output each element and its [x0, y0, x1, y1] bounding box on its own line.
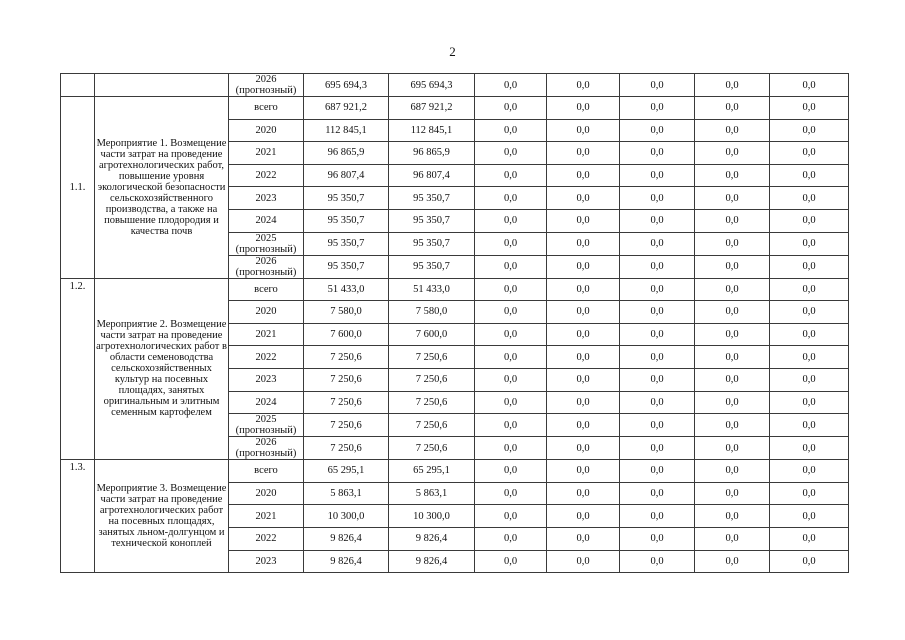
value-cell: 0,0: [695, 527, 770, 550]
value-cell: 0,0: [695, 301, 770, 324]
total-value-cell: 95 350,7: [304, 255, 389, 278]
value-cell: 0,0: [620, 278, 695, 301]
value-cell: 9 826,4: [389, 527, 475, 550]
value-cell: 0,0: [475, 187, 547, 210]
value-cell: 0,0: [620, 209, 695, 232]
value-cell: 0,0: [620, 142, 695, 165]
total-value-cell: 112 845,1: [304, 119, 389, 142]
value-cell: 0,0: [770, 550, 849, 573]
value-cell: 0,0: [695, 346, 770, 369]
value-cell: 0,0: [475, 346, 547, 369]
value-cell: 0,0: [547, 527, 620, 550]
value-cell: 95 350,7: [389, 187, 475, 210]
value-cell: 0,0: [620, 391, 695, 414]
value-cell: 0,0: [547, 74, 620, 97]
value-cell: 0,0: [547, 323, 620, 346]
year-cell: 2025 (прогнозный): [229, 414, 304, 437]
value-cell: 0,0: [620, 74, 695, 97]
measure-code-cell: 1.3.: [61, 460, 95, 573]
year-cell: 2022: [229, 164, 304, 187]
value-cell: 0,0: [547, 232, 620, 255]
measure-code-cell: 1.2.: [61, 278, 95, 460]
total-value-cell: 95 350,7: [304, 187, 389, 210]
value-cell: 0,0: [770, 255, 849, 278]
value-cell: 0,0: [770, 119, 849, 142]
total-value-cell: 9 826,4: [304, 550, 389, 573]
value-cell: 0,0: [547, 437, 620, 460]
value-cell: 0,0: [695, 255, 770, 278]
value-cell: 7 250,6: [389, 414, 475, 437]
value-cell: 0,0: [620, 255, 695, 278]
value-cell: 0,0: [547, 550, 620, 573]
value-cell: 0,0: [620, 505, 695, 528]
value-cell: 0,0: [620, 482, 695, 505]
value-cell: 0,0: [547, 119, 620, 142]
value-cell: 0,0: [770, 482, 849, 505]
empty-code-cell: [61, 74, 95, 97]
value-cell: 0,0: [695, 209, 770, 232]
total-value-cell: 95 350,7: [304, 209, 389, 232]
value-cell: 0,0: [475, 550, 547, 573]
total-value-cell: 96 807,4: [304, 164, 389, 187]
value-cell: 0,0: [770, 346, 849, 369]
value-cell: 0,0: [770, 278, 849, 301]
value-cell: 7 250,6: [389, 437, 475, 460]
value-cell: 95 350,7: [389, 255, 475, 278]
year-cell: 2020: [229, 482, 304, 505]
year-cell: всего: [229, 278, 304, 301]
total-value-cell: 687 921,2: [304, 97, 389, 120]
year-cell: 2023: [229, 550, 304, 573]
table-row: [61, 97, 849, 120]
budget-table: [60, 73, 849, 573]
value-cell: 0,0: [547, 346, 620, 369]
value-cell: 5 863,1: [389, 482, 475, 505]
value-cell: 0,0: [770, 301, 849, 324]
value-cell: 7 250,6: [389, 391, 475, 414]
total-value-cell: 51 433,0: [304, 278, 389, 301]
budget-table-body: [61, 74, 849, 573]
year-cell: 2020: [229, 119, 304, 142]
value-cell: 0,0: [547, 278, 620, 301]
value-cell: 0,0: [547, 505, 620, 528]
measure-title-cell: Мероприятие 3. Возмещение части затрат на проведение агротехнологических работ на посевных площадях, занятых льном-долгунцом и технической коноплей: [95, 460, 229, 573]
value-cell: 0,0: [620, 550, 695, 573]
total-value-cell: 7 250,6: [304, 368, 389, 391]
value-cell: 0,0: [695, 119, 770, 142]
value-cell: 0,0: [770, 460, 849, 483]
value-cell: 0,0: [547, 187, 620, 210]
table-row: [61, 74, 849, 97]
value-cell: 0,0: [547, 255, 620, 278]
year-cell: 2024: [229, 391, 304, 414]
value-cell: 7 580,0: [389, 301, 475, 324]
value-cell: 0,0: [547, 482, 620, 505]
year-cell: 2020: [229, 301, 304, 324]
value-cell: 0,0: [695, 142, 770, 165]
value-cell: 0,0: [547, 391, 620, 414]
value-cell: 112 845,1: [389, 119, 475, 142]
total-value-cell: 5 863,1: [304, 482, 389, 505]
value-cell: 0,0: [620, 119, 695, 142]
value-cell: 0,0: [547, 142, 620, 165]
value-cell: 0,0: [620, 164, 695, 187]
value-cell: 0,0: [620, 301, 695, 324]
value-cell: 0,0: [475, 323, 547, 346]
value-cell: 0,0: [547, 97, 620, 120]
year-cell: 2026 (прогнозный): [229, 437, 304, 460]
total-value-cell: 695 694,3: [304, 74, 389, 97]
value-cell: 0,0: [695, 550, 770, 573]
value-cell: 0,0: [770, 164, 849, 187]
year-cell: 2026 (прогнозный): [229, 255, 304, 278]
value-cell: 0,0: [695, 482, 770, 505]
value-cell: 0,0: [770, 232, 849, 255]
value-cell: 0,0: [475, 527, 547, 550]
value-cell: 687 921,2: [389, 97, 475, 120]
value-cell: 96 865,9: [389, 142, 475, 165]
total-value-cell: 7 600,0: [304, 323, 389, 346]
value-cell: 0,0: [695, 391, 770, 414]
value-cell: 0,0: [620, 187, 695, 210]
total-value-cell: 95 350,7: [304, 232, 389, 255]
value-cell: 0,0: [475, 209, 547, 232]
value-cell: 0,0: [475, 97, 547, 120]
value-cell: 0,0: [475, 255, 547, 278]
value-cell: 10 300,0: [389, 505, 475, 528]
value-cell: 0,0: [770, 97, 849, 120]
value-cell: 0,0: [770, 368, 849, 391]
value-cell: 0,0: [475, 232, 547, 255]
total-value-cell: 7 250,6: [304, 391, 389, 414]
value-cell: 0,0: [770, 414, 849, 437]
value-cell: 0,0: [475, 74, 547, 97]
measure-title-cell: Мероприятие 2. Возмещение части затрат на проведение агротехнологических работ в области семеноводства сельскохозяйственных культур на посевных площадях, занятых оригинальным и элитным семенным картофелем: [95, 278, 229, 460]
total-value-cell: 96 865,9: [304, 142, 389, 165]
value-cell: 0,0: [695, 232, 770, 255]
value-cell: 95 350,7: [389, 232, 475, 255]
page-number: 2: [449, 44, 456, 59]
value-cell: 0,0: [695, 368, 770, 391]
value-cell: 0,0: [620, 368, 695, 391]
year-cell: 2022: [229, 346, 304, 369]
total-value-cell: 7 250,6: [304, 437, 389, 460]
year-cell: 2025 (прогнозный): [229, 232, 304, 255]
value-cell: 96 807,4: [389, 164, 475, 187]
value-cell: 0,0: [475, 278, 547, 301]
year-cell: 2023: [229, 187, 304, 210]
value-cell: 0,0: [547, 414, 620, 437]
value-cell: 0,0: [475, 142, 547, 165]
value-cell: 0,0: [620, 414, 695, 437]
value-cell: 0,0: [695, 505, 770, 528]
total-value-cell: 10 300,0: [304, 505, 389, 528]
value-cell: 0,0: [475, 301, 547, 324]
value-cell: 0,0: [695, 74, 770, 97]
value-cell: 0,0: [547, 209, 620, 232]
value-cell: 0,0: [475, 460, 547, 483]
total-value-cell: 7 250,6: [304, 346, 389, 369]
total-value-cell: 65 295,1: [304, 460, 389, 483]
value-cell: 0,0: [547, 301, 620, 324]
value-cell: 0,0: [620, 346, 695, 369]
year-cell: 2021: [229, 142, 304, 165]
total-value-cell: 7 580,0: [304, 301, 389, 324]
value-cell: 0,0: [770, 142, 849, 165]
value-cell: 0,0: [770, 323, 849, 346]
total-value-cell: 9 826,4: [304, 527, 389, 550]
value-cell: 0,0: [620, 527, 695, 550]
year-cell: всего: [229, 460, 304, 483]
measure-code-cell: 1.1.: [61, 97, 95, 279]
value-cell: 0,0: [770, 527, 849, 550]
year-cell: 2026 (прогнозный): [229, 74, 304, 97]
value-cell: 0,0: [475, 482, 547, 505]
value-cell: 0,0: [475, 437, 547, 460]
value-cell: 51 433,0: [389, 278, 475, 301]
value-cell: 0,0: [695, 97, 770, 120]
measure-title-cell: Мероприятие 1. Возмещение части затрат на проведение агротехнологических работ, повышение уровня экологической безопасности сельскохозяйственного производства, а также на повышение плодородия и качества почв: [95, 97, 229, 279]
value-cell: 0,0: [695, 414, 770, 437]
value-cell: 0,0: [620, 460, 695, 483]
value-cell: 0,0: [475, 368, 547, 391]
value-cell: 0,0: [695, 164, 770, 187]
value-cell: 0,0: [770, 74, 849, 97]
value-cell: 0,0: [547, 164, 620, 187]
value-cell: 65 295,1: [389, 460, 475, 483]
value-cell: 7 250,6: [389, 368, 475, 391]
value-cell: 0,0: [695, 187, 770, 210]
value-cell: 7 250,6: [389, 346, 475, 369]
table-row: [61, 460, 849, 483]
value-cell: 0,0: [620, 323, 695, 346]
value-cell: 0,0: [620, 232, 695, 255]
value-cell: 0,0: [475, 119, 547, 142]
value-cell: 0,0: [770, 391, 849, 414]
value-cell: 0,0: [695, 323, 770, 346]
value-cell: 0,0: [770, 209, 849, 232]
year-cell: 2021: [229, 323, 304, 346]
value-cell: 0,0: [547, 368, 620, 391]
year-cell: 2024: [229, 209, 304, 232]
value-cell: 0,0: [620, 437, 695, 460]
value-cell: 695 694,3: [389, 74, 475, 97]
value-cell: 0,0: [620, 97, 695, 120]
table-row: [61, 278, 849, 301]
value-cell: 0,0: [475, 391, 547, 414]
value-cell: 0,0: [475, 414, 547, 437]
value-cell: 0,0: [770, 505, 849, 528]
year-cell: всего: [229, 97, 304, 120]
value-cell: 0,0: [695, 278, 770, 301]
value-cell: 7 600,0: [389, 323, 475, 346]
value-cell: 0,0: [770, 187, 849, 210]
value-cell: 0,0: [547, 460, 620, 483]
value-cell: 0,0: [475, 505, 547, 528]
total-value-cell: 7 250,6: [304, 414, 389, 437]
empty-name-cell: [95, 74, 229, 97]
year-cell: 2022: [229, 527, 304, 550]
value-cell: 0,0: [770, 437, 849, 460]
value-cell: 0,0: [475, 164, 547, 187]
year-cell: 2021: [229, 505, 304, 528]
year-cell: 2023: [229, 368, 304, 391]
value-cell: 0,0: [695, 437, 770, 460]
value-cell: 9 826,4: [389, 550, 475, 573]
value-cell: 0,0: [695, 460, 770, 483]
value-cell: 95 350,7: [389, 209, 475, 232]
